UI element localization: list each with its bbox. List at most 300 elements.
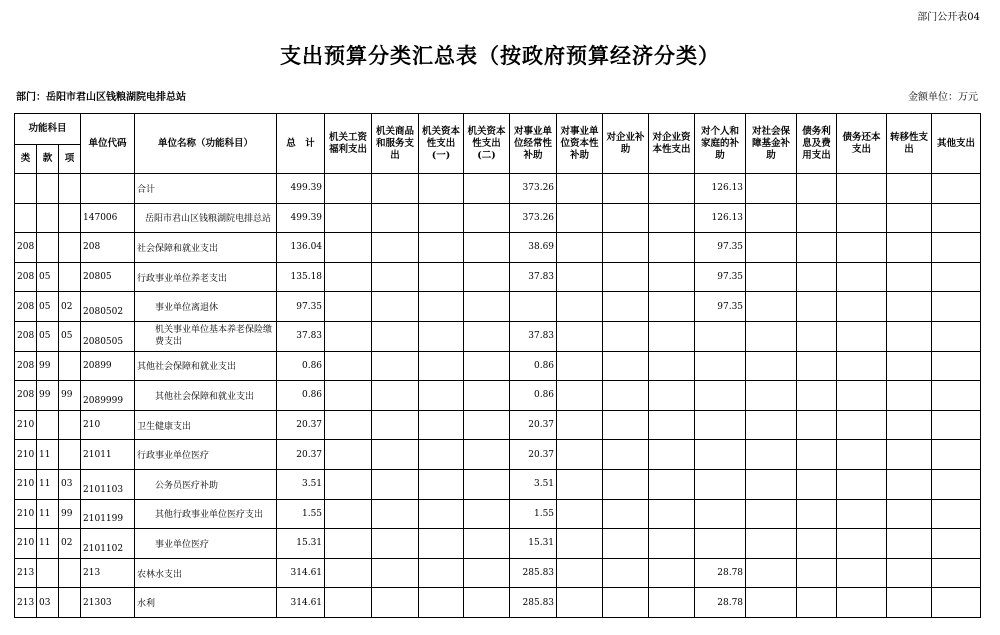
amount-cell xyxy=(797,262,837,292)
amount-cell xyxy=(325,529,372,559)
amount-cell xyxy=(557,381,603,411)
amount-cell xyxy=(557,499,603,529)
unit-code-cell: 210 xyxy=(81,410,135,440)
amount-cell xyxy=(325,351,372,381)
amount-cell xyxy=(695,499,746,529)
amount-cell xyxy=(932,529,981,559)
amount-cell xyxy=(372,529,419,559)
amount-cell xyxy=(887,351,932,381)
col-header: 债务利息及费用支出 xyxy=(797,114,837,174)
amount-cell xyxy=(464,174,510,204)
xiang-cell: 05 xyxy=(59,321,81,351)
amount-cell xyxy=(837,410,887,440)
amount-cell xyxy=(887,440,932,470)
amount-cell xyxy=(649,529,695,559)
amount-cell xyxy=(695,469,746,499)
amount-cell xyxy=(419,499,464,529)
amount-cell xyxy=(797,203,837,233)
xiang-cell xyxy=(59,233,81,263)
col-header: 对个人和家庭的补助 xyxy=(695,114,746,174)
amount-cell xyxy=(887,233,932,263)
xiang-cell xyxy=(59,262,81,292)
amount-cell xyxy=(932,292,981,322)
amount-cell xyxy=(419,292,464,322)
lei-cell: 210 xyxy=(15,440,37,470)
amount-cell xyxy=(464,529,510,559)
amount-cell xyxy=(372,469,419,499)
unit-code-cell: 21303 xyxy=(81,588,135,618)
amount-cell xyxy=(887,321,932,351)
kuan-header: 款 xyxy=(37,145,59,174)
department-label: 部门：岳阳市君山区钱粮湖院电排总站 xyxy=(16,92,186,103)
col-header: 对社会保障基金补助 xyxy=(746,114,797,174)
amount-cell: 3.51 xyxy=(510,469,557,499)
total-cell: 136.04 xyxy=(277,233,325,263)
amount-cell xyxy=(746,174,797,204)
amount-cell xyxy=(464,292,510,322)
amount-cell: 126.13 xyxy=(695,203,746,233)
unit-code-cell: 208 xyxy=(81,233,135,263)
amount-cell: 28.78 xyxy=(695,558,746,588)
xiang-cell: 03 xyxy=(59,469,81,499)
amount-cell xyxy=(797,321,837,351)
amount-cell xyxy=(372,440,419,470)
amount-cell xyxy=(932,262,981,292)
amount-cell: 15.31 xyxy=(510,529,557,559)
amount-cell: 97.35 xyxy=(695,292,746,322)
amount-cell xyxy=(557,558,603,588)
amount-cell xyxy=(603,499,649,529)
amount-cell xyxy=(837,588,887,618)
unit-name-cell: 其他行政事业单位医疗支出 xyxy=(135,499,277,529)
total-cell: 15.31 xyxy=(277,529,325,559)
amount-cell xyxy=(603,381,649,411)
amount-cell xyxy=(797,381,837,411)
lei-cell: 208 xyxy=(15,292,37,322)
unit-name-cell: 其他社会保障和就业支出 xyxy=(135,351,277,381)
total-cell: 499.39 xyxy=(277,174,325,204)
amount-cell xyxy=(325,558,372,588)
kuan-cell: 11 xyxy=(37,469,59,499)
amount-cell xyxy=(419,529,464,559)
amount-cell xyxy=(932,381,981,411)
table-row xyxy=(15,588,981,618)
amount-cell xyxy=(464,351,510,381)
table-row xyxy=(15,292,981,322)
xiang-cell: 99 xyxy=(59,381,81,411)
amount-cell xyxy=(464,440,510,470)
unit-code-cell: 20899 xyxy=(81,351,135,381)
amount-cell xyxy=(603,469,649,499)
unit-name-cell: 岳阳市君山区钱粮湖院电排总站 xyxy=(135,203,277,233)
amount-cell xyxy=(464,262,510,292)
table-row xyxy=(15,203,981,233)
amount-cell xyxy=(557,469,603,499)
amount-cell xyxy=(510,292,557,322)
amount-cell xyxy=(837,529,887,559)
amount-cell xyxy=(837,292,887,322)
amount-cell xyxy=(603,440,649,470)
amount-cell xyxy=(887,203,932,233)
unit-code-cell: 2101199 xyxy=(81,499,135,529)
amount-cell xyxy=(887,410,932,440)
total-cell: 314.61 xyxy=(277,588,325,618)
total-cell: 97.35 xyxy=(277,292,325,322)
lei-cell: 208 xyxy=(15,262,37,292)
xiang-cell xyxy=(59,174,81,204)
total-cell: 37.83 xyxy=(277,321,325,351)
amount-cell xyxy=(464,469,510,499)
amount-cell: 126.13 xyxy=(695,174,746,204)
unit-code-cell: 2080505 xyxy=(81,321,135,351)
amount-cell xyxy=(649,262,695,292)
xiang-cell xyxy=(59,410,81,440)
xiang-cell xyxy=(59,351,81,381)
amount-cell: 285.83 xyxy=(510,588,557,618)
amount-cell xyxy=(887,529,932,559)
amount-cell: 97.35 xyxy=(695,233,746,263)
unit-name-cell: 事业单位医疗 xyxy=(135,529,277,559)
amount-cell xyxy=(419,262,464,292)
amount-cell xyxy=(932,588,981,618)
unit-name-cell: 农林水支出 xyxy=(135,558,277,588)
amount-cell xyxy=(932,410,981,440)
amount-cell xyxy=(649,321,695,351)
table-row xyxy=(15,529,981,559)
table-row xyxy=(15,321,981,351)
amount-cell xyxy=(932,233,981,263)
col-header: 其他支出 xyxy=(932,114,981,174)
total-cell: 135.18 xyxy=(277,262,325,292)
lei-header: 类 xyxy=(15,145,37,174)
amount-cell xyxy=(464,233,510,263)
table-row xyxy=(15,174,981,204)
amount-cell: 28.78 xyxy=(695,588,746,618)
amount-cell xyxy=(419,558,464,588)
amount-cell xyxy=(746,469,797,499)
amount-cell xyxy=(325,203,372,233)
unit-code-cell: 2080502 xyxy=(81,292,135,322)
lei-cell: 210 xyxy=(15,469,37,499)
amount-cell xyxy=(887,499,932,529)
total-cell: 0.86 xyxy=(277,381,325,411)
amount-cell xyxy=(419,469,464,499)
amount-cell: 37.83 xyxy=(510,262,557,292)
amount-cell xyxy=(746,440,797,470)
table-row xyxy=(15,233,981,263)
col-header: 对企业补助 xyxy=(603,114,649,174)
lei-cell: 208 xyxy=(15,321,37,351)
unit-code-cell: 2101102 xyxy=(81,529,135,559)
lei-cell: 208 xyxy=(15,351,37,381)
amount-cell xyxy=(932,351,981,381)
kuan-cell: 11 xyxy=(37,529,59,559)
unit-code-cell: 213 xyxy=(81,558,135,588)
amount-cell xyxy=(603,351,649,381)
amount-cell xyxy=(887,588,932,618)
page-title: 支出预算分类汇总表（按政府预算经济分类） xyxy=(280,43,720,68)
amount-cell xyxy=(419,203,464,233)
amount-cell: 373.26 xyxy=(510,203,557,233)
total-cell: 20.37 xyxy=(277,410,325,440)
amount-cell xyxy=(464,381,510,411)
amount-cell xyxy=(557,529,603,559)
amount-cell xyxy=(837,440,887,470)
amount-cell xyxy=(649,469,695,499)
amount-cell xyxy=(837,174,887,204)
amount-cell xyxy=(797,588,837,618)
unit-code-cell: 2089999 xyxy=(81,381,135,411)
unit-name-cell: 公务员医疗补助 xyxy=(135,469,277,499)
amount-cell xyxy=(372,262,419,292)
amount-cell xyxy=(372,174,419,204)
kuan-cell: 99 xyxy=(37,381,59,411)
unit-code-cell: 2101103 xyxy=(81,469,135,499)
amount-cell xyxy=(837,321,887,351)
kuan-cell xyxy=(37,233,59,263)
lei-cell: 210 xyxy=(15,499,37,529)
amount-cell xyxy=(372,292,419,322)
amount-cell xyxy=(797,174,837,204)
amount-cell xyxy=(746,321,797,351)
unit-label: 金额单位：万元 xyxy=(908,92,978,103)
amount-cell xyxy=(649,410,695,440)
amount-cell xyxy=(649,588,695,618)
amount-cell xyxy=(603,174,649,204)
amount-cell xyxy=(464,321,510,351)
amount-cell xyxy=(325,233,372,263)
amount-cell xyxy=(695,440,746,470)
amount-cell xyxy=(837,351,887,381)
amount-cell xyxy=(419,321,464,351)
amount-cell xyxy=(557,292,603,322)
kuan-cell: 03 xyxy=(37,588,59,618)
xiang-cell: 02 xyxy=(59,529,81,559)
kuan-cell: 05 xyxy=(37,262,59,292)
table-row xyxy=(15,381,981,411)
kuan-cell xyxy=(37,174,59,204)
amount-cell xyxy=(325,588,372,618)
table-row xyxy=(15,499,981,529)
amount-cell xyxy=(464,410,510,440)
xiang-cell: 99 xyxy=(59,499,81,529)
amount-cell xyxy=(837,469,887,499)
amount-cell xyxy=(837,233,887,263)
amount-cell xyxy=(325,292,372,322)
amount-cell xyxy=(372,321,419,351)
xiang-cell xyxy=(59,588,81,618)
amount-cell xyxy=(557,351,603,381)
amount-cell: 37.83 xyxy=(510,321,557,351)
amount-cell xyxy=(746,410,797,440)
lei-cell: 213 xyxy=(15,588,37,618)
amount-cell xyxy=(746,351,797,381)
col-header: 机关资本性支出(二) xyxy=(464,114,510,174)
amount-cell xyxy=(649,292,695,322)
amount-cell xyxy=(932,499,981,529)
amount-cell xyxy=(746,529,797,559)
amount-cell xyxy=(325,262,372,292)
lei-cell: 208 xyxy=(15,233,37,263)
table-row xyxy=(15,558,981,588)
table-row xyxy=(15,262,981,292)
amount-cell xyxy=(557,410,603,440)
amount-cell xyxy=(649,233,695,263)
amount-cell xyxy=(746,381,797,411)
lei-cell xyxy=(15,174,37,204)
amount-cell: 97.35 xyxy=(695,262,746,292)
kuan-cell xyxy=(37,410,59,440)
total-cell: 1.55 xyxy=(277,499,325,529)
amount-cell xyxy=(372,588,419,618)
col-header: 机关资本性支出(一) xyxy=(419,114,464,174)
amount-cell xyxy=(649,558,695,588)
amount-cell xyxy=(695,529,746,559)
unit-name-cell: 行政事业单位医疗 xyxy=(135,440,277,470)
amount-cell xyxy=(746,262,797,292)
budget-table xyxy=(14,113,981,618)
amount-cell xyxy=(746,588,797,618)
kuan-cell: 11 xyxy=(37,499,59,529)
amount-cell xyxy=(464,203,510,233)
amount-cell xyxy=(797,351,837,381)
table-row xyxy=(15,351,981,381)
kuan-cell: 05 xyxy=(37,321,59,351)
amount-cell xyxy=(603,203,649,233)
unit-name-cell: 机关事业单位基本养老保险缴费支出 xyxy=(135,321,277,351)
amount-cell xyxy=(932,321,981,351)
kuan-cell xyxy=(37,203,59,233)
unit-code-cell: 147006 xyxy=(81,203,135,233)
amount-cell xyxy=(695,321,746,351)
amount-cell xyxy=(557,203,603,233)
amount-cell xyxy=(649,440,695,470)
unit-name-cell: 社会保障和就业支出 xyxy=(135,233,277,263)
amount-cell xyxy=(746,292,797,322)
amount-cell xyxy=(419,381,464,411)
xiang-cell xyxy=(59,440,81,470)
amount-cell xyxy=(887,558,932,588)
unit-name-cell: 合计 xyxy=(135,174,277,204)
unit-name-cell: 水利 xyxy=(135,588,277,618)
table-row xyxy=(15,469,981,499)
amount-cell xyxy=(932,203,981,233)
unit-code-cell: 20805 xyxy=(81,262,135,292)
amount-cell xyxy=(695,410,746,440)
amount-cell xyxy=(695,351,746,381)
func-subject-header: 功能科目 xyxy=(15,114,81,145)
amount-cell xyxy=(887,174,932,204)
amount-cell xyxy=(557,321,603,351)
amount-cell: 20.37 xyxy=(510,440,557,470)
total-cell: 20.37 xyxy=(277,440,325,470)
total-cell: 499.39 xyxy=(277,203,325,233)
amount-cell xyxy=(887,262,932,292)
amount-cell xyxy=(797,499,837,529)
amount-cell xyxy=(557,588,603,618)
amount-cell xyxy=(372,558,419,588)
col-header: 债务还本支出 xyxy=(837,114,887,174)
amount-cell xyxy=(837,499,887,529)
lei-cell: 213 xyxy=(15,558,37,588)
xiang-cell xyxy=(59,558,81,588)
amount-cell: 0.86 xyxy=(510,381,557,411)
kuan-cell: 99 xyxy=(37,351,59,381)
amount-cell xyxy=(419,174,464,204)
amount-cell xyxy=(797,440,837,470)
amount-cell: 1.55 xyxy=(510,499,557,529)
amount-cell xyxy=(372,410,419,440)
amount-cell xyxy=(464,588,510,618)
amount-cell xyxy=(837,262,887,292)
amount-cell xyxy=(603,321,649,351)
amount-cell xyxy=(887,469,932,499)
amount-cell xyxy=(603,558,649,588)
col-header: 对企业资本性支出 xyxy=(649,114,695,174)
amount-cell xyxy=(746,499,797,529)
amount-cell xyxy=(932,558,981,588)
total-cell: 3.51 xyxy=(277,469,325,499)
amount-cell xyxy=(932,440,981,470)
unit-name-cell: 其他社会保障和就业支出 xyxy=(135,381,277,411)
unit-name-header: 单位名称（功能科目） xyxy=(135,114,277,174)
amount-cell xyxy=(372,203,419,233)
amount-cell xyxy=(372,351,419,381)
amount-cell xyxy=(649,203,695,233)
amount-cell xyxy=(419,440,464,470)
amount-cell xyxy=(649,351,695,381)
total-cell: 314.61 xyxy=(277,558,325,588)
amount-cell xyxy=(557,262,603,292)
amount-cell xyxy=(695,381,746,411)
amount-cell xyxy=(603,292,649,322)
amount-cell xyxy=(603,529,649,559)
amount-cell xyxy=(603,233,649,263)
lei-cell: 208 xyxy=(15,381,37,411)
unit-code-cell: 21011 xyxy=(81,440,135,470)
amount-cell xyxy=(419,588,464,618)
unit-name-cell: 事业单位离退休 xyxy=(135,292,277,322)
lei-cell xyxy=(15,203,37,233)
unit-code-cell xyxy=(81,174,135,204)
unit-name-cell: 卫生健康支出 xyxy=(135,410,277,440)
amount-cell xyxy=(649,381,695,411)
amount-cell xyxy=(419,351,464,381)
amount-cell xyxy=(649,499,695,529)
amount-cell xyxy=(372,233,419,263)
amount-cell xyxy=(325,469,372,499)
amount-cell xyxy=(797,410,837,440)
amount-cell xyxy=(932,469,981,499)
amount-cell xyxy=(419,233,464,263)
amount-cell xyxy=(372,499,419,529)
table-row xyxy=(15,410,981,440)
amount-cell xyxy=(837,381,887,411)
amount-cell: 20.37 xyxy=(510,410,557,440)
col-header: 对事业单位经常性补助 xyxy=(510,114,557,174)
total-header: 总 计 xyxy=(277,114,325,174)
amount-cell xyxy=(649,174,695,204)
amount-cell xyxy=(797,558,837,588)
amount-cell xyxy=(557,233,603,263)
amount-cell xyxy=(837,558,887,588)
amount-cell xyxy=(797,233,837,263)
amount-cell xyxy=(603,262,649,292)
amount-cell xyxy=(797,529,837,559)
amount-cell xyxy=(325,174,372,204)
amount-cell xyxy=(932,174,981,204)
amount-cell xyxy=(557,174,603,204)
